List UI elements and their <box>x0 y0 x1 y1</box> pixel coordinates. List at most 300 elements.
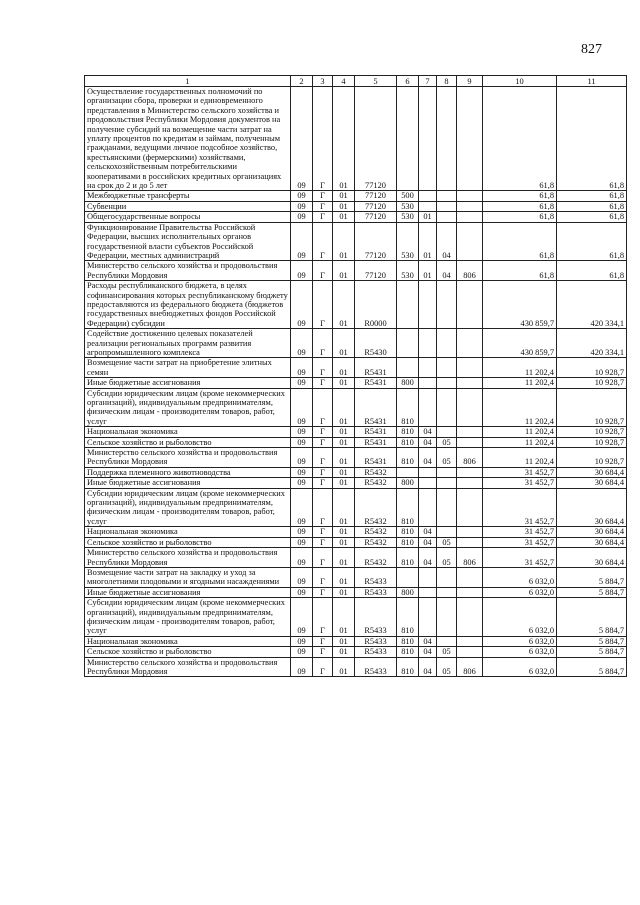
row-name: Субсидии юридическим лицам (кроме некоммерческих организаций), индивидуальным предпринимателям, физическим лицам - производителям товаров, работ, услуг <box>85 388 291 427</box>
cell-5: R5433 <box>355 647 397 657</box>
cell-2: 09 <box>291 527 313 537</box>
column-header-5: 5 <box>355 76 397 87</box>
column-header-8: 8 <box>437 76 457 87</box>
cell-5: R5433 <box>355 657 397 677</box>
cell-9 <box>457 467 483 477</box>
cell-value-11: 10 928,7 <box>557 427 627 437</box>
table-row <box>85 388 627 427</box>
cell-4: 01 <box>333 191 355 201</box>
cell-5: R5431 <box>355 388 397 427</box>
row-name: Национальная экономика <box>85 427 291 437</box>
row-name: Содействие достижению целевых показателей реализации региональных программ развития агропромышленного комплекса <box>85 329 291 358</box>
cell-value-10: 6 032,0 <box>483 587 557 597</box>
cell-2: 09 <box>291 191 313 201</box>
cell-4: 01 <box>333 537 355 547</box>
cell-value-11: 61,8 <box>557 191 627 201</box>
cell-4: 01 <box>333 636 355 646</box>
cell-6: 800 <box>397 378 419 388</box>
cell-value-11: 5 884,7 <box>557 587 627 597</box>
cell-3: Г <box>313 378 333 388</box>
cell-4: 01 <box>333 527 355 537</box>
cell-2: 09 <box>291 467 313 477</box>
cell-value-10: 61,8 <box>483 261 557 281</box>
cell-value-11: 30 684,4 <box>557 488 627 527</box>
cell-6: 810 <box>397 647 419 657</box>
cell-8: 05 <box>437 437 457 447</box>
table-row <box>85 212 627 222</box>
cell-9 <box>457 358 483 378</box>
cell-8 <box>437 281 457 329</box>
cell-2: 09 <box>291 548 313 568</box>
cell-2: 09 <box>291 87 313 191</box>
table-row <box>85 201 627 211</box>
cell-3: Г <box>313 87 333 191</box>
cell-3: Г <box>313 548 333 568</box>
cell-value-11: 5 884,7 <box>557 647 627 657</box>
cell-value-11: 30 684,4 <box>557 527 627 537</box>
cell-9 <box>457 191 483 201</box>
cell-value-10: 430 859,7 <box>483 281 557 329</box>
cell-value-11: 10 928,7 <box>557 388 627 427</box>
cell-5: R5431 <box>355 358 397 378</box>
cell-6: 530 <box>397 212 419 222</box>
row-name: Субсидии юридическим лицам (кроме некоммерческих организаций), индивидуальным предпринимателям, физическим лицам - производителям товаров, работ, услуг <box>85 598 291 637</box>
cell-5: R5430 <box>355 329 397 358</box>
cell-4: 01 <box>333 478 355 488</box>
cell-2: 09 <box>291 201 313 211</box>
cell-6: 500 <box>397 191 419 201</box>
cell-value-11: 30 684,4 <box>557 467 627 477</box>
table-row <box>85 537 627 547</box>
cell-value-10: 6 032,0 <box>483 636 557 646</box>
cell-value-10: 430 859,7 <box>483 329 557 358</box>
cell-4: 01 <box>333 427 355 437</box>
cell-3: Г <box>313 467 333 477</box>
cell-4: 01 <box>333 261 355 281</box>
row-name: Межбюджетные трансферты <box>85 191 291 201</box>
cell-value-10: 11 202,4 <box>483 437 557 447</box>
cell-9: 806 <box>457 261 483 281</box>
row-name: Сельское хозяйство и рыболовство <box>85 537 291 547</box>
cell-3: Г <box>313 281 333 329</box>
cell-3: Г <box>313 587 333 597</box>
cell-6: 800 <box>397 478 419 488</box>
cell-7 <box>419 388 437 427</box>
cell-4: 01 <box>333 87 355 191</box>
cell-7 <box>419 587 437 597</box>
cell-value-10: 61,8 <box>483 212 557 222</box>
cell-7 <box>419 567 437 587</box>
cell-9 <box>457 478 483 488</box>
table-row <box>85 448 627 468</box>
cell-9 <box>457 388 483 427</box>
cell-2: 09 <box>291 657 313 677</box>
cell-6: 810 <box>397 437 419 447</box>
table-row <box>85 87 627 191</box>
cell-2: 09 <box>291 281 313 329</box>
cell-8 <box>437 191 457 201</box>
cell-2: 09 <box>291 261 313 281</box>
table-row <box>85 191 627 201</box>
cell-9 <box>457 537 483 547</box>
cell-value-11: 10 928,7 <box>557 437 627 447</box>
table-row <box>85 657 627 677</box>
cell-9 <box>457 647 483 657</box>
cell-8 <box>437 378 457 388</box>
cell-7 <box>419 191 437 201</box>
cell-value-11: 30 684,4 <box>557 537 627 547</box>
cell-value-10: 31 452,7 <box>483 478 557 488</box>
cell-5: R5431 <box>355 448 397 468</box>
cell-value-11: 5 884,7 <box>557 657 627 677</box>
cell-8: 04 <box>437 222 457 261</box>
cell-4: 01 <box>333 647 355 657</box>
cell-8: 05 <box>437 657 457 677</box>
cell-value-10: 11 202,4 <box>483 427 557 437</box>
cell-value-10: 11 202,4 <box>483 378 557 388</box>
cell-7 <box>419 201 437 211</box>
cell-3: Г <box>313 261 333 281</box>
cell-6: 810 <box>397 598 419 637</box>
cell-2: 09 <box>291 587 313 597</box>
table-row <box>85 427 627 437</box>
cell-7 <box>419 329 437 358</box>
cell-8 <box>437 329 457 358</box>
cell-value-11: 10 928,7 <box>557 378 627 388</box>
cell-3: Г <box>313 567 333 587</box>
cell-6 <box>397 467 419 477</box>
cell-6: 810 <box>397 427 419 437</box>
cell-8 <box>437 427 457 437</box>
cell-9 <box>457 212 483 222</box>
cell-3: Г <box>313 657 333 677</box>
row-name: Субвенции <box>85 201 291 211</box>
table-row <box>85 548 627 568</box>
table-row <box>85 478 627 488</box>
cell-4: 01 <box>333 548 355 568</box>
cell-5: R5432 <box>355 548 397 568</box>
cell-2: 09 <box>291 358 313 378</box>
cell-5: 77120 <box>355 212 397 222</box>
table-row <box>85 329 627 358</box>
table-row <box>85 647 627 657</box>
row-name: Министерство сельского хозяйства и продовольствия Республики Мордовия <box>85 261 291 281</box>
cell-5: R5431 <box>355 427 397 437</box>
cell-value-10: 6 032,0 <box>483 567 557 587</box>
column-header-1: 1 <box>85 76 291 87</box>
row-name: Иные бюджетные ассигнования <box>85 378 291 388</box>
table-row <box>85 281 627 329</box>
column-header-3: 3 <box>313 76 333 87</box>
column-header-10: 10 <box>483 76 557 87</box>
cell-7 <box>419 598 437 637</box>
cell-8 <box>437 388 457 427</box>
cell-4: 01 <box>333 587 355 597</box>
cell-8 <box>437 478 457 488</box>
cell-5: R5431 <box>355 437 397 447</box>
cell-7: 04 <box>419 647 437 657</box>
cell-value-11: 61,8 <box>557 212 627 222</box>
row-name: Министерство сельского хозяйства и продовольствия Республики Мордовия <box>85 657 291 677</box>
cell-9 <box>457 587 483 597</box>
cell-value-11: 61,8 <box>557 87 627 191</box>
cell-2: 09 <box>291 647 313 657</box>
cell-3: Г <box>313 358 333 378</box>
table-row <box>85 636 627 646</box>
cell-value-11: 10 928,7 <box>557 448 627 468</box>
cell-5: R5432 <box>355 478 397 488</box>
cell-6: 810 <box>397 388 419 427</box>
row-name: Министерство сельского хозяйства и продовольствия Республики Мордовия <box>85 548 291 568</box>
cell-4: 01 <box>333 378 355 388</box>
cell-9 <box>457 222 483 261</box>
cell-8: 05 <box>437 537 457 547</box>
header-row <box>85 76 627 87</box>
cell-8 <box>437 598 457 637</box>
cell-5: R5433 <box>355 636 397 646</box>
cell-2: 09 <box>291 478 313 488</box>
row-name: Министерство сельского хозяйства и продовольствия Республики Мордовия <box>85 448 291 468</box>
column-header-4: 4 <box>333 76 355 87</box>
cell-value-10: 31 452,7 <box>483 548 557 568</box>
cell-8 <box>437 587 457 597</box>
cell-4: 01 <box>333 358 355 378</box>
row-name: Расходы республиканского бюджета, в целях софинансирования которых республиканскому бюджету предоставляются из федерального бюджета (бюджетов государственных внебюджетных фондов Российской Федерации) субсидии <box>85 281 291 329</box>
cell-value-11: 30 684,4 <box>557 478 627 488</box>
cell-3: Г <box>313 388 333 427</box>
cell-9 <box>457 378 483 388</box>
cell-9 <box>457 281 483 329</box>
row-name: Иные бюджетные ассигнования <box>85 478 291 488</box>
cell-4: 01 <box>333 222 355 261</box>
cell-7: 01 <box>419 212 437 222</box>
cell-6: 810 <box>397 548 419 568</box>
column-header-7: 7 <box>419 76 437 87</box>
cell-value-11: 5 884,7 <box>557 598 627 637</box>
row-name: Возмещение части затрат на приобретение элитных семян <box>85 358 291 378</box>
cell-7 <box>419 467 437 477</box>
cell-value-10: 61,8 <box>483 87 557 191</box>
cell-3: Г <box>313 647 333 657</box>
table-row <box>85 467 627 477</box>
cell-value-10: 31 452,7 <box>483 488 557 527</box>
cell-2: 09 <box>291 567 313 587</box>
cell-8 <box>437 201 457 211</box>
row-name: Возмещение части затрат на закладку и уход за многолетними плодовыми и ягодными насаждениями <box>85 567 291 587</box>
cell-3: Г <box>313 598 333 637</box>
cell-8 <box>437 488 457 527</box>
cell-2: 09 <box>291 598 313 637</box>
cell-value-11: 10 928,7 <box>557 358 627 378</box>
cell-7: 04 <box>419 437 437 447</box>
cell-9 <box>457 527 483 537</box>
cell-4: 01 <box>333 281 355 329</box>
table-row <box>85 527 627 537</box>
cell-9: 806 <box>457 657 483 677</box>
cell-6 <box>397 567 419 587</box>
cell-2: 09 <box>291 212 313 222</box>
cell-9 <box>457 567 483 587</box>
cell-5: R5432 <box>355 527 397 537</box>
cell-2: 09 <box>291 378 313 388</box>
cell-2: 09 <box>291 427 313 437</box>
cell-3: Г <box>313 537 333 547</box>
cell-6: 810 <box>397 488 419 527</box>
cell-3: Г <box>313 222 333 261</box>
cell-5: 77120 <box>355 191 397 201</box>
table-row <box>85 598 627 637</box>
cell-6 <box>397 281 419 329</box>
table-row <box>85 358 627 378</box>
cell-4: 01 <box>333 567 355 587</box>
cell-7: 01 <box>419 261 437 281</box>
cell-value-10: 61,8 <box>483 222 557 261</box>
cell-8 <box>437 567 457 587</box>
cell-7 <box>419 87 437 191</box>
budget-table <box>84 75 627 677</box>
cell-4: 01 <box>333 329 355 358</box>
row-name: Национальная экономика <box>85 527 291 537</box>
cell-9: 806 <box>457 448 483 468</box>
cell-value-10: 6 032,0 <box>483 598 557 637</box>
cell-3: Г <box>313 488 333 527</box>
cell-6: 810 <box>397 537 419 547</box>
cell-7: 01 <box>419 222 437 261</box>
cell-3: Г <box>313 437 333 447</box>
row-name: Иные бюджетные ассигнования <box>85 587 291 597</box>
cell-2: 09 <box>291 448 313 468</box>
cell-7 <box>419 281 437 329</box>
cell-7 <box>419 478 437 488</box>
cell-3: Г <box>313 329 333 358</box>
column-header-11: 11 <box>557 76 627 87</box>
cell-7: 04 <box>419 657 437 677</box>
cell-value-10: 11 202,4 <box>483 388 557 427</box>
cell-2: 09 <box>291 537 313 547</box>
cell-value-10: 31 452,7 <box>483 527 557 537</box>
cell-value-11: 61,8 <box>557 222 627 261</box>
cell-7 <box>419 488 437 527</box>
row-name: Общегосударственные вопросы <box>85 212 291 222</box>
cell-8 <box>437 358 457 378</box>
cell-5: 77120 <box>355 261 397 281</box>
cell-4: 01 <box>333 388 355 427</box>
cell-5: 77120 <box>355 87 397 191</box>
cell-6: 810 <box>397 527 419 537</box>
cell-7: 04 <box>419 636 437 646</box>
cell-7: 04 <box>419 537 437 547</box>
cell-value-10: 31 452,7 <box>483 537 557 547</box>
page-number: 827 <box>581 42 602 57</box>
cell-3: Г <box>313 201 333 211</box>
column-header-2: 2 <box>291 76 313 87</box>
cell-6 <box>397 329 419 358</box>
cell-7: 04 <box>419 427 437 437</box>
cell-8 <box>437 467 457 477</box>
table-row <box>85 587 627 597</box>
cell-3: Г <box>313 478 333 488</box>
cell-5: R5432 <box>355 488 397 527</box>
table-row <box>85 437 627 447</box>
cell-4: 01 <box>333 201 355 211</box>
cell-5: R5433 <box>355 587 397 597</box>
table-row <box>85 261 627 281</box>
cell-2: 09 <box>291 437 313 447</box>
cell-6: 810 <box>397 657 419 677</box>
row-name: Сельское хозяйство и рыболовство <box>85 437 291 447</box>
cell-8 <box>437 527 457 537</box>
cell-6 <box>397 87 419 191</box>
cell-4: 01 <box>333 212 355 222</box>
cell-9 <box>457 488 483 527</box>
table-row <box>85 222 627 261</box>
row-name: Функционирование Правительства Российской Федерации, высших исполнительных органов государственной власти субъектов Российской Федерации, местных администраций <box>85 222 291 261</box>
cell-value-11: 420 334,1 <box>557 329 627 358</box>
cell-value-11: 420 334,1 <box>557 281 627 329</box>
cell-6 <box>397 358 419 378</box>
row-name: Поддержка племенного животноводства <box>85 467 291 477</box>
cell-9: 806 <box>457 548 483 568</box>
cell-value-11: 61,8 <box>557 201 627 211</box>
cell-7: 04 <box>419 527 437 537</box>
cell-7 <box>419 378 437 388</box>
cell-5: R5432 <box>355 467 397 477</box>
table-row <box>85 567 627 587</box>
cell-5: R5433 <box>355 567 397 587</box>
cell-5: R5433 <box>355 598 397 637</box>
cell-9 <box>457 427 483 437</box>
cell-6: 530 <box>397 261 419 281</box>
cell-value-11: 30 684,4 <box>557 548 627 568</box>
table-row <box>85 488 627 527</box>
cell-9 <box>457 87 483 191</box>
cell-value-11: 61,8 <box>557 261 627 281</box>
cell-8: 05 <box>437 647 457 657</box>
cell-7: 04 <box>419 448 437 468</box>
cell-4: 01 <box>333 488 355 527</box>
cell-9 <box>457 636 483 646</box>
cell-6: 800 <box>397 587 419 597</box>
cell-value-10: 6 032,0 <box>483 647 557 657</box>
cell-3: Г <box>313 427 333 437</box>
cell-value-10: 61,8 <box>483 201 557 211</box>
cell-9 <box>457 201 483 211</box>
cell-5: R5431 <box>355 378 397 388</box>
cell-8 <box>437 87 457 191</box>
cell-3: Г <box>313 212 333 222</box>
row-name: Осуществление государственных полномочий по организации сбора, проверки и единовременного представления в Министерство сельского хозяйства и продовольствия Республики Мордовия документов на получение субсидий на возмещение части затрат на уплату процентов по кредитам и займам, полученным гражданами, ведущими личное подсобное хозяйство, крестьянскими (фермерскими) хозяйствами, сельскохозяйственным потребительскими кооперативами в российских кредитных организациях на срок до 2 и до 5 лет <box>85 87 291 191</box>
cell-2: 09 <box>291 329 313 358</box>
cell-2: 09 <box>291 388 313 427</box>
cell-7: 04 <box>419 548 437 568</box>
cell-value-11: 5 884,7 <box>557 567 627 587</box>
cell-value-11: 5 884,7 <box>557 636 627 646</box>
cell-5: 77120 <box>355 201 397 211</box>
cell-value-10: 11 202,4 <box>483 358 557 378</box>
cell-4: 01 <box>333 467 355 477</box>
row-name: Сельское хозяйство и рыболовство <box>85 647 291 657</box>
cell-value-10: 11 202,4 <box>483 448 557 468</box>
cell-3: Г <box>313 191 333 201</box>
cell-4: 01 <box>333 657 355 677</box>
cell-8 <box>437 636 457 646</box>
column-header-9: 9 <box>457 76 483 87</box>
cell-2: 09 <box>291 636 313 646</box>
cell-9 <box>457 437 483 447</box>
cell-5: 77120 <box>355 222 397 261</box>
cell-7 <box>419 358 437 378</box>
cell-value-10: 61,8 <box>483 191 557 201</box>
